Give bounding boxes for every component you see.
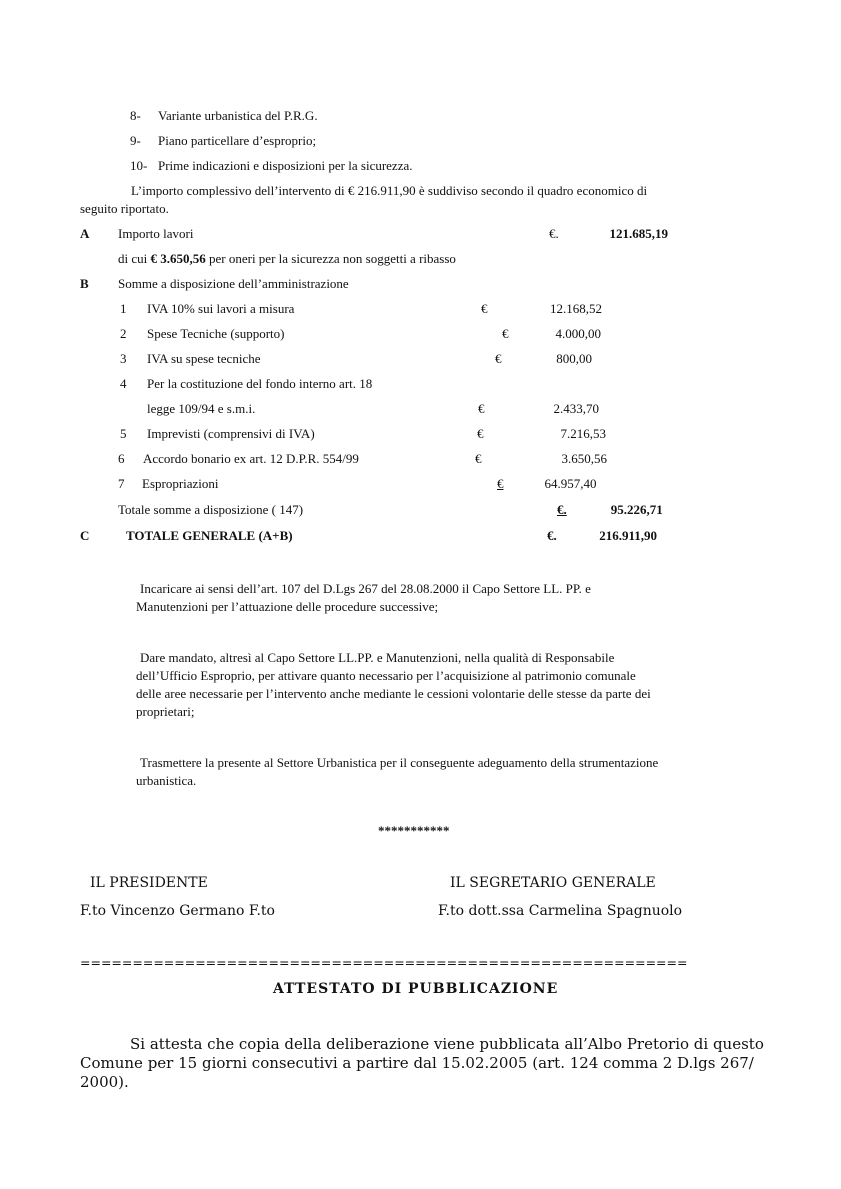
amount: 95.226,71 xyxy=(610,502,663,517)
item-label: Espropriazioni xyxy=(142,476,219,491)
list-item-number: 10- xyxy=(130,158,148,173)
section-letter: C xyxy=(80,528,90,543)
section-label: Importo lavori xyxy=(118,226,194,241)
paragraph-line: delle aree necessarie per l’intervento anche mediante le cessioni volontarie delle stesse da parte dei xyxy=(136,686,651,701)
secretary-name: F.to dott.ssa Carmelina Spagnuolo xyxy=(438,903,683,919)
item-label: IVA su spese tecniche xyxy=(147,351,261,366)
list-item-text: Prime indicazioni e disposizioni per la sicurezza. xyxy=(158,158,413,173)
list-item-number: 9- xyxy=(130,133,141,148)
president-name: F.to Vincenzo Germano F.to xyxy=(80,903,275,919)
underlined-total xyxy=(557,502,668,518)
amount: 12.168,52 xyxy=(550,301,602,316)
item-label: Imprevisti (comprensivi di IVA) xyxy=(147,426,315,441)
list-item-number: 8- xyxy=(130,108,141,123)
paragraph-line: dell’Ufficio Esproprio, per attivare quanto necessario per l’acquisizione al patrimonio comunale xyxy=(136,668,636,683)
paragraph-line: urbanistica. xyxy=(136,773,197,788)
currency-symbol: € xyxy=(478,401,485,416)
section-letter: B xyxy=(80,276,89,291)
item-label: Accordo bonario ex art. 12 D.P.R. 554/99 xyxy=(143,451,359,466)
section-letter: A xyxy=(80,226,90,241)
paragraph-line: Trasmettere la presente al Settore Urbanistica per il conseguente adeguamento della strumentazione xyxy=(140,755,659,770)
section-label: Somme a disposizione dell’amministrazione xyxy=(118,276,349,291)
total-label: Totale somme a disposizione ( 147) xyxy=(118,502,304,517)
item-number: 3 xyxy=(120,351,127,366)
currency-symbol: € xyxy=(495,351,502,366)
item-number: 7 xyxy=(118,476,125,491)
paragraph-line: proprietari; xyxy=(136,704,195,719)
currency-symbol: € xyxy=(481,301,488,316)
paragraph-line: Manutenzioni per l’attuazione delle procedure successive; xyxy=(136,599,439,614)
amount: 121.685,19 xyxy=(609,226,668,241)
amount: 2.433,70 xyxy=(553,401,599,416)
paragraph-line: Dare mandato, altresì al Capo Settore LL.PP. e Manutenzioni, nella qualità di Responsabile xyxy=(140,650,615,665)
underlined-amount xyxy=(497,476,598,492)
intro-line: seguito riportato. xyxy=(80,201,169,216)
intro-line: L’importo complessivo dell’intervento di € 216.911,90 è suddiviso secondo il quadro economico di xyxy=(131,183,648,198)
amount: 3.650,56 xyxy=(561,451,607,466)
section-a-note: di cui € 3.650,56 per oneri per la sicurezza non soggetti a ribasso xyxy=(118,251,456,266)
attestato-line: Si attesta che copia della deliberazione viene pubblicata all’Albo Pretorio di questo xyxy=(130,1035,764,1053)
item-number: 1 xyxy=(120,301,127,316)
item-number: 6 xyxy=(118,451,125,466)
list-item-text: Piano particellare d’esproprio; xyxy=(158,133,317,148)
attestato-title: ATTESTATO DI PUBBLICAZIONE xyxy=(273,981,559,997)
amount: 4.000,00 xyxy=(555,326,601,341)
item-number: 4 xyxy=(120,376,127,391)
item-label: Per la costituzione del fondo interno art. 18 xyxy=(147,376,373,391)
currency-symbol: €. xyxy=(557,502,567,517)
item-label: Spese Tecniche (supporto) xyxy=(147,326,285,341)
currency-symbol: € xyxy=(477,426,484,441)
attestato-line: Comune per 15 giorni consecutivi a partire dal 15.02.2005 (art. 124 comma 2 D.lgs 267/ xyxy=(80,1054,754,1072)
separator-stars: *********** xyxy=(378,823,450,838)
currency-symbol: € xyxy=(475,451,482,466)
currency-symbol: €. xyxy=(549,226,559,241)
paragraph-line: Incaricare ai sensi dell’art. 107 del D.Lgs 267 del 28.08.2000 il Capo Settore LL. PP. e xyxy=(140,581,591,596)
currency-symbol: € xyxy=(502,326,509,341)
separator-line: ========================================================== xyxy=(80,955,688,970)
president-title: IL PRESIDENTE xyxy=(90,875,208,891)
item-number: 2 xyxy=(120,326,127,341)
secretary-title: IL SEGRETARIO GENERALE xyxy=(450,875,656,891)
item-number: 5 xyxy=(120,426,127,441)
amount: 64.957,40 xyxy=(544,476,597,491)
item-label-continued: legge 109/94 e s.m.i. xyxy=(147,401,256,416)
attestato-line: 2000). xyxy=(80,1073,129,1091)
section-label: TOTALE GENERALE (A+B) xyxy=(126,528,293,543)
list-item-text: Variante urbanistica del P.R.G. xyxy=(158,108,318,123)
amount: 216.911,90 xyxy=(599,528,657,543)
currency-symbol: €. xyxy=(547,528,557,543)
currency-symbol: € xyxy=(497,476,504,491)
amount: 7.216,53 xyxy=(560,426,606,441)
amount: 800,00 xyxy=(556,351,592,366)
item-label: IVA 10% sui lavori a misura xyxy=(147,301,295,316)
